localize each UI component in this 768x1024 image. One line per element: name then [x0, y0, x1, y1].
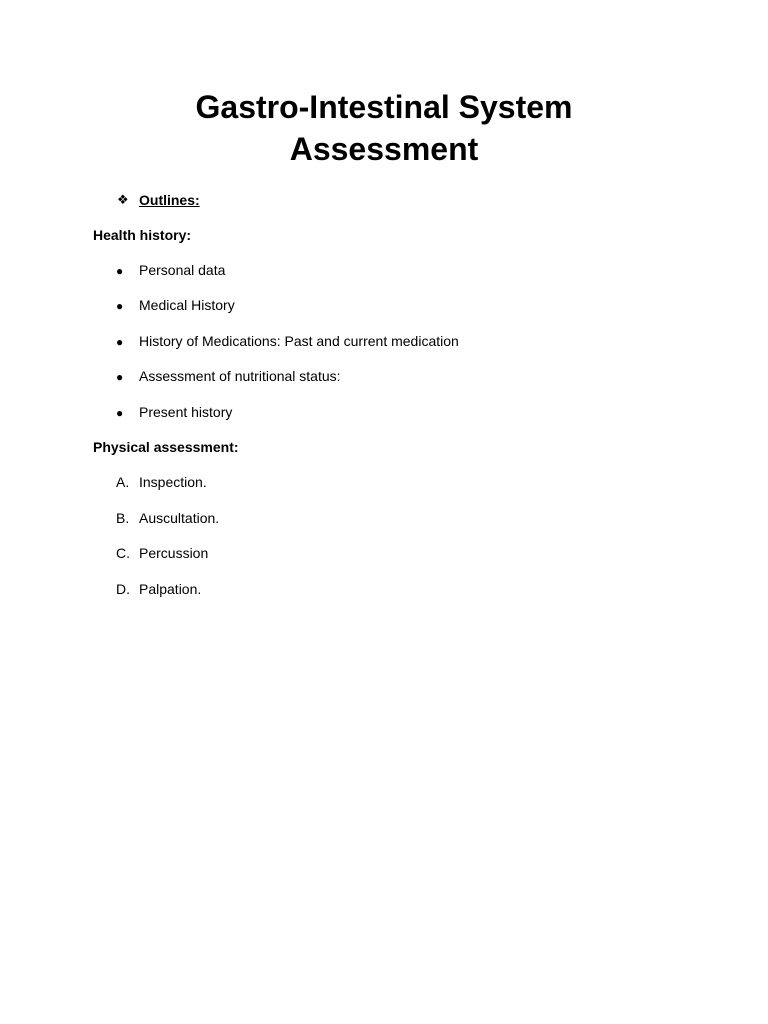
list-marker: D.: [116, 581, 130, 597]
list-marker: C.: [116, 545, 130, 561]
page-title: [0, 86, 768, 170]
list-item: Auscultation.: [139, 510, 220, 526]
health-history-heading: Health history:: [93, 227, 192, 243]
bullet-icon: ●: [116, 264, 124, 278]
list-item: Inspection.: [139, 474, 207, 490]
bullet-icon: ●: [116, 370, 124, 384]
list-item: Percussion: [139, 545, 209, 561]
list-item: Assessment of nutritional status:: [139, 368, 341, 384]
list-marker: A.: [116, 474, 130, 490]
list-item: Present history: [139, 404, 233, 420]
list-item: Personal data: [139, 262, 226, 278]
outlines-label: Outlines:: [139, 192, 200, 208]
list-item: History of Medications: Past and current medication: [139, 333, 459, 349]
bullet-icon: ●: [116, 299, 124, 313]
bullet-icon: ●: [116, 335, 124, 349]
bullet-icon: ●: [116, 406, 124, 420]
page-title-line-1: Gastro-Intestinal System: [195, 89, 573, 125]
list-item: Medical History: [139, 297, 235, 313]
diamond-bullet-icon: ❖: [117, 192, 129, 207]
page-title-line-2: Assessment: [289, 131, 479, 167]
list-marker: B.: [116, 510, 130, 526]
list-item: Palpation.: [139, 581, 202, 597]
physical-assessment-heading: Physical assessment:: [93, 439, 239, 455]
